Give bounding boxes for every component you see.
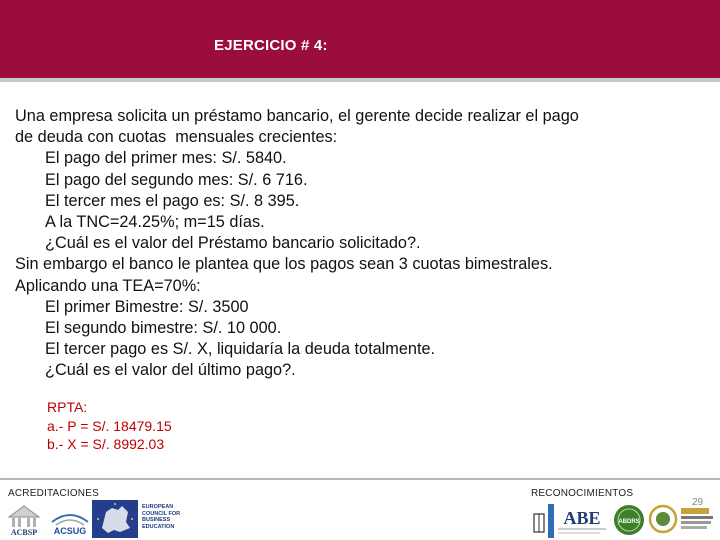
answer-line: a.- P = S/. 18479.15 (47, 417, 172, 434)
problem-line: A la TNC=24.25%; m=15 días. (45, 213, 265, 232)
problem-line: ¿Cuál es el valor del Préstamo bancario solicitado?. (45, 234, 421, 253)
header-divider (0, 78, 720, 82)
accreditations-label: ACREDITACIONES (8, 488, 99, 499)
building-icon (532, 510, 546, 534)
acbsp-logo (6, 503, 42, 537)
abe-logo (548, 504, 610, 538)
answer-block (47, 398, 172, 454)
problem-line: Una empresa solicita un préstamo bancario, el gerente decide realizar el pago (15, 107, 579, 125)
problem-line: El tercer pago es S/. X, liquidaría la deuda totalmente. (45, 340, 436, 359)
recognitions-label: RECONOCIMIENTOS (531, 488, 634, 499)
page-number: 29 (692, 497, 704, 508)
problem-line: ¿Cuál es el valor del último pago?. (45, 361, 296, 380)
emblem-logo (681, 508, 717, 529)
green-badge-logo (613, 504, 645, 536)
problem-line: El pago del primer mes: S/. 5840. (45, 149, 287, 168)
european-council-logo (142, 504, 202, 530)
problem-line: El segundo bimestre: S/. 10 000. (45, 319, 282, 338)
europe-map-icon (92, 500, 138, 538)
emblem-line (681, 521, 711, 524)
problem-line: El pago del segundo mes: S/. 6 716. (45, 170, 308, 189)
problem-line: Aplicando una TEA=70%: (15, 276, 201, 295)
eu-council-line: BUSINESS (142, 517, 171, 523)
header-banner (0, 0, 720, 78)
emblem-bar (681, 508, 709, 514)
footer-divider (0, 478, 720, 480)
acsug-logo (48, 506, 92, 538)
problem-line: El tercer mes el pago es: S/. 8 395. (45, 191, 300, 210)
emblem-line (681, 516, 713, 519)
abe-text: ABE (563, 508, 601, 528)
eu-council-line: COUNCIL FOR (142, 510, 181, 517)
eu-council-line: EUROPEAN (142, 504, 174, 510)
gold-seal-logo (648, 504, 678, 536)
badge-text: ABDRS (618, 519, 640, 525)
answer-line: RPTA: (47, 399, 88, 415)
answer-line: b.- X = S/. 8992.03 (47, 436, 165, 452)
emblem-line (681, 526, 707, 529)
problem-line: de deuda con cuotas mensuales crecientes: (15, 128, 338, 147)
acsug-text: ACSUG (53, 526, 87, 536)
problem-statement (15, 106, 695, 382)
problem-line: El primer Bimestre: S/. 3500 (45, 297, 249, 316)
acbsp-text: ACBSP (10, 528, 38, 537)
page-title: EJERCICIO # 4: (214, 37, 328, 54)
eu-council-line: EDUCATION (142, 523, 175, 530)
problem-line: Sin embargo el banco le plantea que los pagos sean 3 cuotas bimestrales. (15, 255, 553, 274)
